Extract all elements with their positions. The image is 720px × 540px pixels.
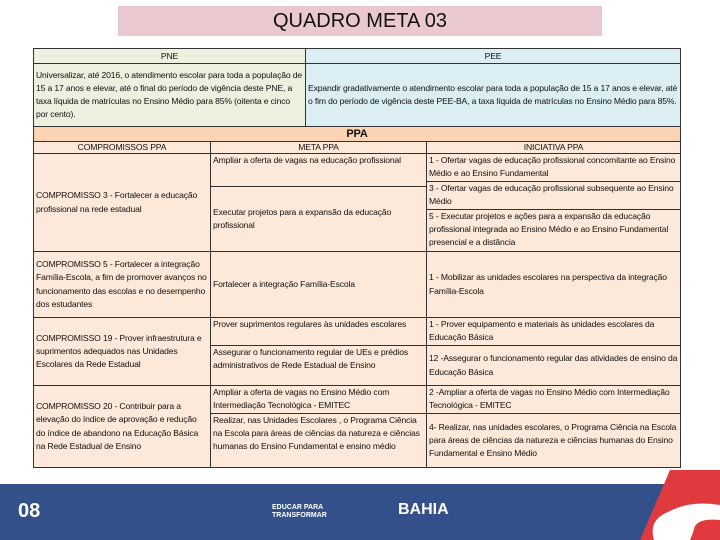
meta-cell: Realizar, nas Unidades Escolares , o Programa Ciência na Escola para áreas de ciências da natureza e ciências humanas do Ensino Fundamental e ensino médio — [210, 413, 427, 468]
bahia-flag-icon — [640, 470, 720, 540]
cell-text: 12 -Assegurar o funcionamento regular das atividades de ensino da Educação Básica — [429, 353, 678, 377]
cell-text: COMPROMISSO 19 - Prover infraestrutura e suprimentos adequados nas Unidades Escolares da Rede Estadual — [36, 332, 202, 370]
cell-text: COMPROMISSO 5 - Fortalecer a integração Família-Escola, a fim de promover avanços no funcionamento das escolas e no desempenho dos estudantes — [36, 259, 207, 309]
compromisso-19 — [33, 317, 211, 386]
compromisso-5 — [33, 251, 211, 318]
col-iniciativa: INICIATIVA PPA — [426, 141, 681, 154]
meta-cell: Prover suprimentos regulares às unidades escolares — [210, 317, 427, 346]
meta-cell: Ampliar a oferta de vagas na educação profissional — [210, 153, 427, 187]
meta-cell — [210, 186, 427, 252]
educar-logo — [272, 504, 332, 520]
meta-cell: Assegurar o funcionamento regular de UEs e prédios administrativos de Rede Estadual de Ensino — [210, 345, 427, 386]
cell-text: 1 - Mobilizar as unidades escolares na perspectiva da integração Família-Escola — [429, 272, 667, 296]
iniciativa-cell: 1 - Prover equipamento e materiais às unidades escolares da Educação Básica — [426, 317, 681, 346]
cell-text: 4- Realizar, nas unidades escolares, o Programa Ciência na Escola para áreas de ciências da natureza e ciências humanas do Ensino Fundamental e Ensino Médio — [429, 421, 677, 459]
iniciativa-cell — [426, 413, 681, 468]
pee-header: PEE — [305, 48, 681, 64]
pne-header: PNE — [33, 48, 306, 64]
page-title: QUADRO META 03 — [118, 6, 602, 36]
iniciativa-cell: 2 -Ampliar a oferta de vagas no Ensino Médio com Intermediação Tecnológica - EMITEC — [426, 385, 681, 414]
ppa-header: PPA — [33, 126, 681, 142]
pne-text — [33, 63, 306, 127]
pee-text — [305, 63, 681, 127]
iniciativa-cell — [426, 345, 681, 386]
page-number: 08 — [18, 500, 41, 522]
pee-goal: Expandir gradativamente o atendimento escolar para toda a população de 15 a 17 anos e elevar, até o fim do período de vigência deste PEE-BA, a taxa líquida de matrículas no Ensino Médio para 85%. — [308, 82, 678, 106]
cell-text: Fortalecer a integração Família-Escola — [213, 278, 355, 289]
compromisso-20 — [33, 385, 211, 468]
compromisso-3 — [33, 153, 211, 252]
meta-cell — [210, 251, 427, 318]
pne-goal: Universalizar, até 2016, o atendimento escolar para toda a população de 15 a 17 anos e elevar, até o final do período de vigência deste PNE, a taxa líquida de matrículas no Ensino Médio para 85% (oitenta e cinco por cento). — [36, 69, 302, 120]
col-compromissos: COMPROMISSOS PPA — [33, 141, 211, 154]
bahia-logo: BAHIA — [398, 501, 449, 518]
col-meta: META PPA — [210, 141, 427, 154]
cell-text: COMPROMISSO 20 - Contribuir para a elevação do índice de aprovação e redução do índice de abandono na Educação Básica na Rede Estadual de Ensino — [36, 401, 199, 451]
cell-text: Executar projetos para a expansão da educação profissional — [213, 206, 392, 230]
iniciativa-cell: 1 - Ofertar vagas de educação profissional concomitante ao Ensino Médio e ao Ensino Fundamental — [426, 153, 681, 182]
iniciativa-cell: 3 - Ofertar vagas de educação profissional subsequente ao Ensino Médio — [426, 181, 681, 210]
iniciativa-cell — [426, 251, 681, 318]
cell-text: COMPROMISSO 3 - Fortalecer a educação profissional na rede estadual — [36, 190, 198, 214]
meta-cell: Ampliar a oferta de vagas no Ensino Médio com Intermediação Tecnológica - EMITEC — [210, 385, 427, 414]
footer-bar — [0, 484, 720, 540]
iniciativa-cell: 5 - Executar projetos e ações para a expansão da educação profissional integrada ao Ensino Médio e ao Ensino Fundamental presencial e a distância — [426, 209, 681, 252]
logo-text: EDUCAR PARA TRANSFORMAR — [272, 504, 327, 519]
